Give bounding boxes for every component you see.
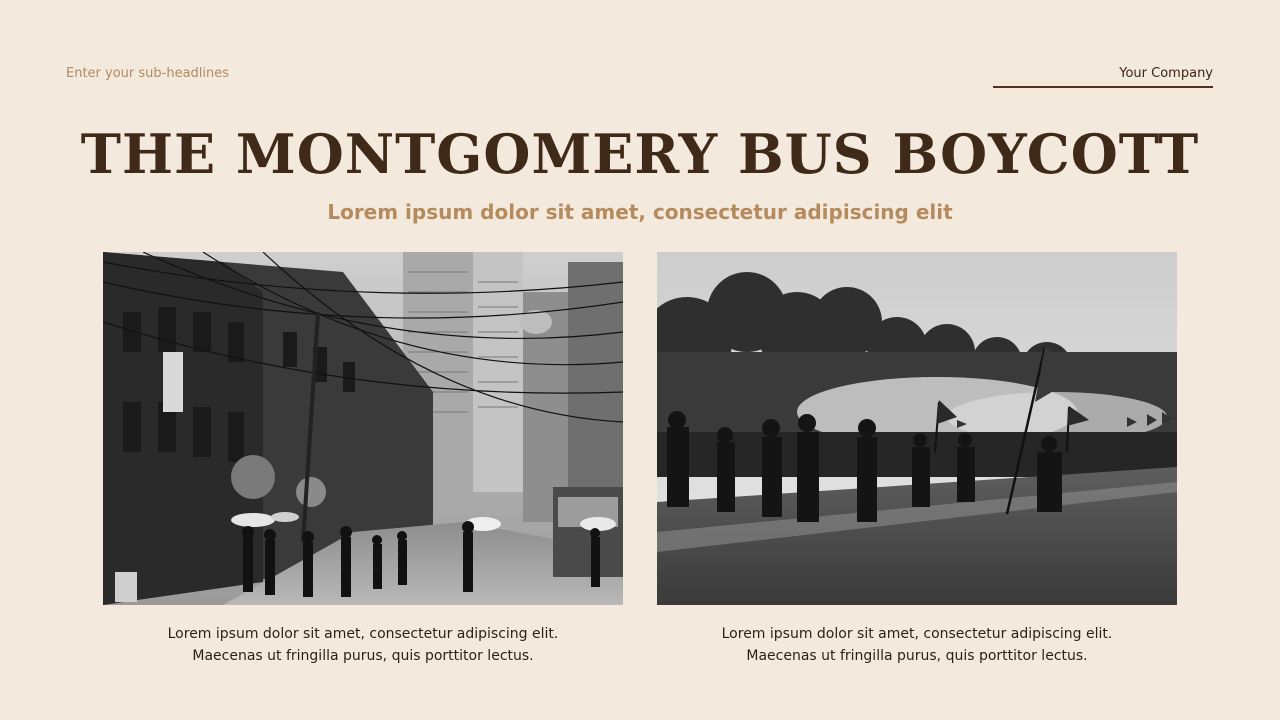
caption-line: Lorem ipsum dolor sit amet, consectetur adipiscing elit. — [721, 626, 1113, 642]
city-street-photo — [103, 252, 623, 605]
caption-line: Maecenas ut fringilla purus, quis porttitor lectus. — [746, 648, 1088, 664]
caption-line: Lorem ipsum dolor sit amet, consectetur adipiscing elit. — [167, 626, 559, 642]
caption-line: Maecenas ut fringilla purus, quis porttitor lectus. — [192, 648, 534, 664]
company-name-underlined — [993, 66, 1213, 88]
march-crowd-photo — [657, 252, 1177, 605]
sub-headline: Enter your sub-headlines — [66, 66, 230, 81]
company-name: Your Company — [1119, 66, 1213, 81]
photo-caption-left — [103, 623, 623, 667]
page-subtitle: Lorem ipsum dolor sit amet, consectetur adipiscing elit — [327, 200, 953, 224]
photo-caption-right — [657, 623, 1177, 667]
page-title: THE MONTGOMERY BUS BOYCOTT — [80, 122, 1200, 186]
